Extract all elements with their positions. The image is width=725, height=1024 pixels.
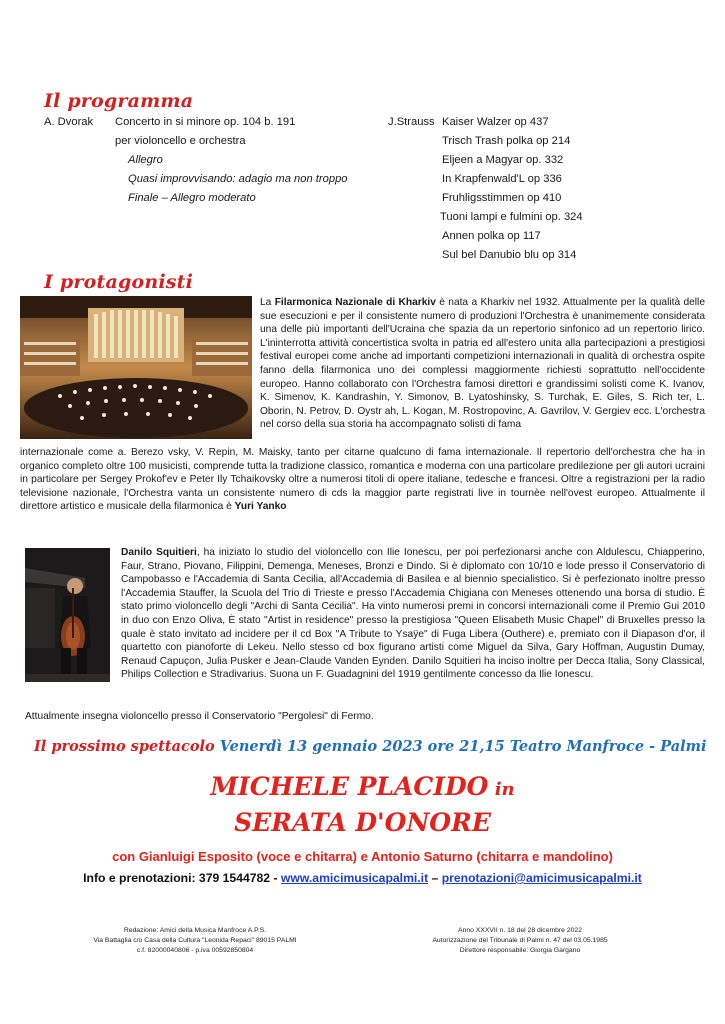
- protagonists-heading: I protagonisti: [44, 271, 194, 293]
- orchestra-photo: [20, 296, 252, 439]
- orchestra-text-continued: internazionale come a. Berezo vsky, V. Repin, M. Maisky, tanto per citarne qualcuno di fama internazionale. Il repertorio dell'orchestra che ha in organico completo oltre 100 musicisti, comprende tutta la tradizione classico, romantica e moderna con una particolare predilezione per gli autori ucraini in particolare per Sergey Prokof'ev e Peter Ily Tchaikovsky oltre a numerosi titoli di opere italiane, tedesche e francesi. Oltre a registrazioni per la radio televisione nazionale, l'Orchestra vanta un consistente numero di cds la maggior parte registrati live in tournèe nell'ovest europeo. Attualmente il direttore artistico e musicale della filarmonica è Yuri Yanko: [20, 447, 705, 513]
- cellist-text-continued: Attualmente insegna violoncello presso il Conservatorio "Pergolesi" di Fermo.: [25, 711, 374, 722]
- next-show-label: Il prossimo spettacolo: [34, 738, 215, 755]
- strauss-work-7: Annen polka op 117: [442, 230, 541, 242]
- show-title-in: in: [488, 779, 515, 800]
- orchestra-text: La Filarmonica Nazionale di Kharkiv è nata a Kharkiv nel 1932. Attualmente per la qualità delle sue esecuzioni e per il consistente numero di produzioni l'Orchestra è unanimemente considerata una delle più importanti dell'Ucraina che spazia da un repertorio sinfonico ad un repertorio lirico. L'ininterrotta attività concertistica svolta in patria ed all'estero unita alla partecipazioni a prestigiosi festival europei come anche ad importanti competizioni internazionali in qualità di orchestra ospite fanno della filarmonica uno dei complessi maggiormente richiesti soprattutto nell'occidente europeo. Hanno collaborato con l'Orchestra famosi direttori e grandissimi solisti come K. Ivanov, K. Simenov, K. Kandrashin, Y. Simonov, B. Lyatoshinsky, S. Turchak, E. Giles, S. Rich ter, L. Oborin, N. Petrov, D. Oystr ah, L. Kogan, M. Rostropovinc, A. Gavrilov, V. Gergiev ecc. L'orchestra nel corso della sua storia ha accompagnato solisti di fama: [260, 297, 705, 431]
- dvorak-movement-1: Allegro: [128, 154, 163, 166]
- show-guests: con Gianluigi Esposito (voce e chitarra) e Antonio Saturno (chitarra e mandolino): [112, 849, 613, 864]
- strauss-composer: J.Strauss: [388, 116, 435, 128]
- next-show-line: [34, 738, 707, 755]
- strauss-work-1: Kaiser Walzer op 437: [442, 116, 549, 128]
- strauss-work-5: Fruhligsstimmen op 410: [442, 192, 562, 204]
- footer-right: Anno XXXVII n. 18 del 28 dicembre 2022 Autorizzazione del Tribunale di Palmi n. 47 del 03.05.1985 Direttore responsabile: Giorgia Gargano: [432, 927, 608, 954]
- orchestra-director: Yuri Yanko: [234, 501, 287, 513]
- dvorak-movement-3: Finale – Allegro moderato: [128, 192, 256, 204]
- orchestra-name: Filarmonica Nazionale di Kharkiv: [274, 297, 436, 308]
- program-heading: Il programma: [44, 90, 194, 112]
- dvorak-work-line1: Concerto in si minore op. 104 b. 191: [115, 116, 296, 128]
- show-title-line1: [0, 772, 725, 801]
- dvorak-movement-2: Quasi improvvisando: adagio ma non troppo: [128, 173, 348, 185]
- dvorak-composer: A. Dvorak: [44, 116, 94, 128]
- cellist-name: Danilo Squitieri: [121, 547, 197, 558]
- show-title-line2: SERATA D'ONORE: [234, 808, 491, 837]
- cellist-photo: [25, 548, 110, 682]
- strauss-work-8: Sul bel Danubio blu op 314: [442, 249, 577, 261]
- strauss-work-6: Tuoni lampi e fulmini op. 324: [440, 211, 583, 223]
- info-label: Info e prenotazioni: 379 1544782 -: [83, 871, 281, 885]
- website-link[interactable]: www.amicimusicapalmi.it: [280, 871, 429, 885]
- show-performer: MICHELE PLACIDO: [210, 772, 489, 801]
- strauss-work-3: Eljeen a Magyar op. 332: [442, 154, 564, 166]
- email-link[interactable]: prenotazioni@amicimusicapalmi.it: [441, 871, 642, 885]
- dvorak-work-line2: per violoncello e orchestra: [115, 135, 246, 147]
- next-show-details: Venerdì 13 gennaio 2023 ore 21,15 Teatro Manfroce - Palmi: [214, 738, 707, 755]
- footer-left: Redazione: Amici della Musica Manfroce A.P.S. Via Battaglia c/o Casa della Cultura "Leonida Repaci" 89015 PALMI c.f. 82000040806 - p.iva 00592850804: [93, 927, 297, 954]
- strauss-work-4: In Krapfenwald'L op 336: [442, 173, 562, 185]
- strauss-work-2: Trisch Trash polka op 214: [442, 135, 571, 147]
- cellist-text: Danilo Squitieri, ha iniziato lo studio del violoncello con Ilie Ionescu, per poi perfezionarsi anche con Aldulescu, Chiapperino, Faur, Strano, Piovano, Filippini, Demenga, Meneses, Bronzi e Dindo. Si è diplomato con 10/10 e lode presso il Conservatorio di Campobasso e l'Accademia di Santa Cecilia, all'Accademia di Basilea e al biennio specialistico. Si è perfezionato inoltre presso l'Accademia Stauffer, la Scuola del Trio di Trieste e presso l'Accademia Chigiana con Meneses ottenendo una borsa di studio. È stato primo violoncello degli "Archi di Santa Cecilia". Ha vinto numerosi premi in concorsi internazionali come il Premio Gui 2010 in duo con Enzo Oliva, È stato "Artist in residence" presso la prestigiosa "Queen Elisabeth Music Chapel" di Bruxelles presso la quale è stato invitato ad incidere per il cd Box "A Tribute to Ysaÿe" di Fuga Libera (Outhere) e, premiato con il Diapason d'or, il quartetto con pianoforte di Lekeu. Nello stesso cd box figurano artisti come Miguel da Silva, Gary Hoffman, Augustin Dumay, Renaud Capuçon, Julia Pusker e Jean-Claude Vanden Eynden. Danilo Squitieri ha inciso inoltre per Decca Italia, Sony Classical, Philips Collection e Stradivarius. Suona un F. Guadagnini del 1919 gentilmente concesso da Ilie Ionescu.: [121, 547, 705, 681]
- info-line: Info e prenotazioni: 379 1544782 - www.amicimusicapalmi.it – prenotazioni@amicimusicapalmi.it: [83, 871, 642, 885]
